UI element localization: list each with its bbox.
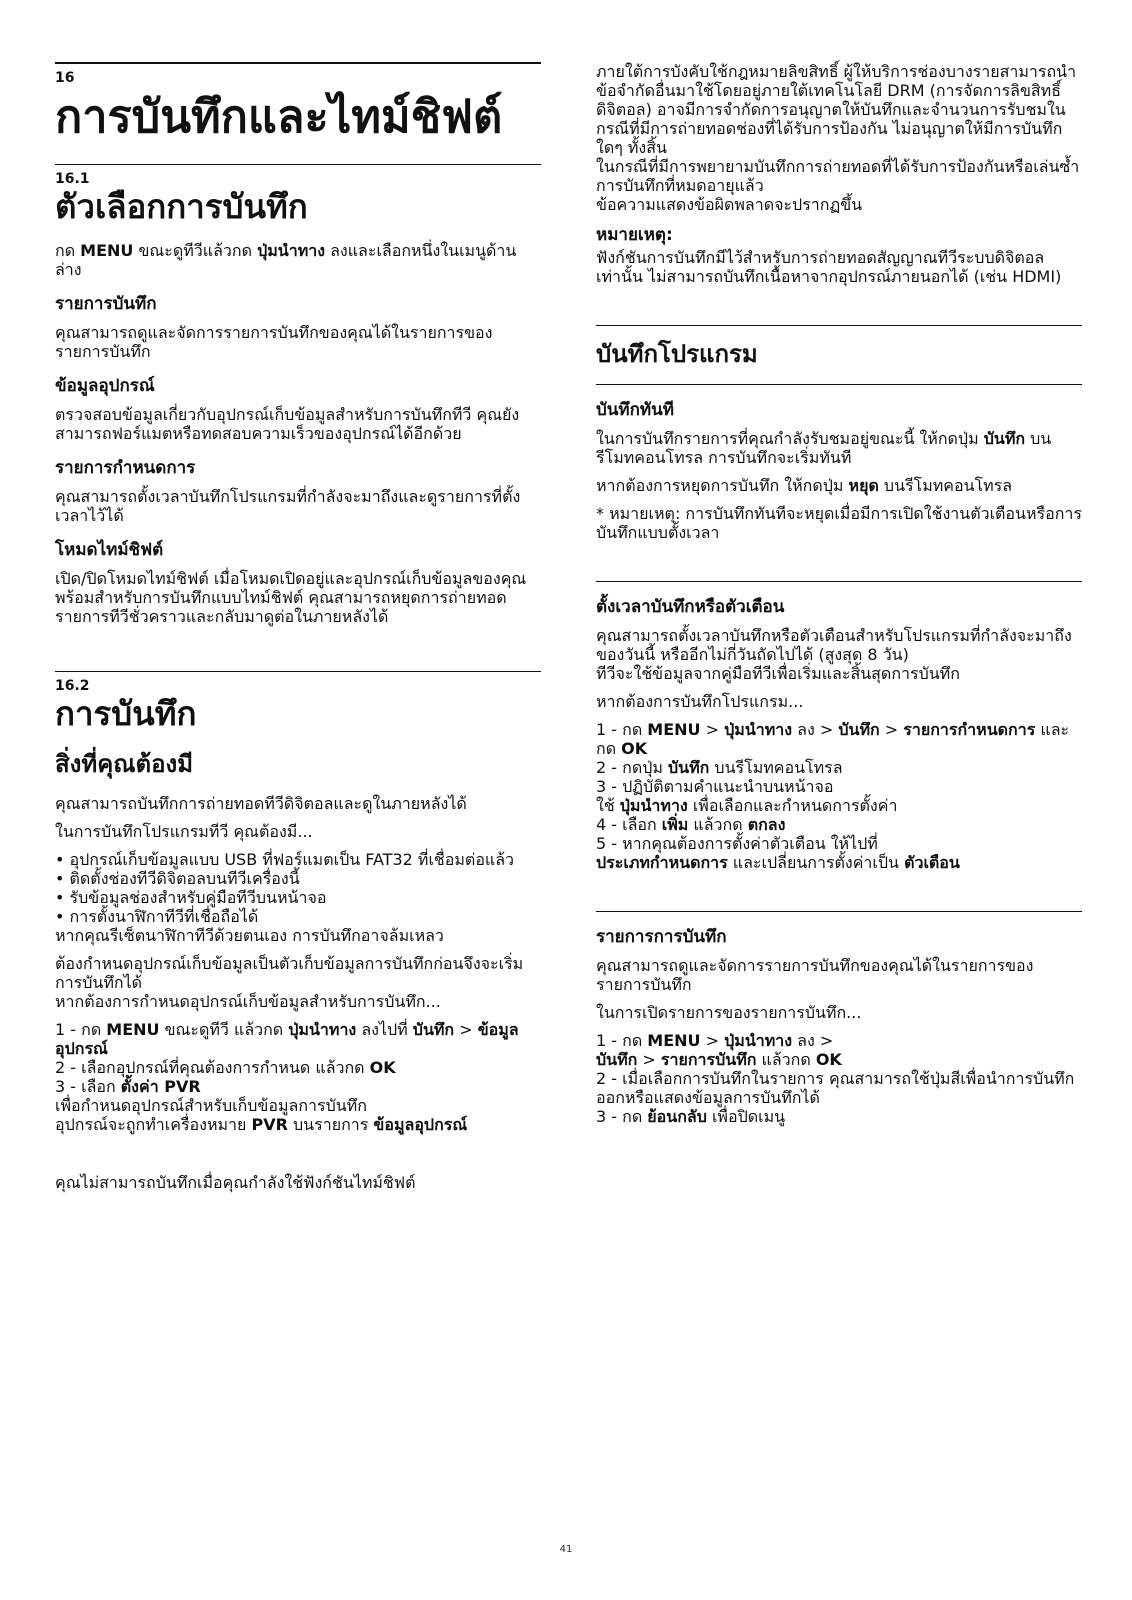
step-item: ประเภทกำหนดการ และเปลี่ยนการตั้งค่าเป็น ตัวเตือน	[596, 853, 960, 872]
item-text: คุณสามารถดูและจัดการรายการบันทึกของคุณได้ในรายการของรายการบันทึก	[55, 323, 493, 361]
paragraph: หากต้องการกำหนดอุปกรณ์เก็บข้อมูลสำหรับการบันทึก...	[55, 992, 441, 1011]
paragraph: คุณสามารถตั้งเวลาบันทึกหรือตัวเตือนสำหรับโปรแกรมที่กำลังจะมาถึงของวันนี้ หรืออีกไม่กี่วันถัดไปได้ (สูงสุด 8 วัน)	[596, 626, 1072, 664]
bullet-item: • อุปกรณ์เก็บข้อมูลแบบ USB ที่ฟอร์แมตเป็น FAT32 ที่เชื่อมต่อแล้ว	[55, 850, 515, 869]
page-number: 41	[559, 1544, 573, 1555]
item-title: ข้อมูลอุปกรณ์	[55, 376, 155, 396]
note-title: หมายเหตุ:	[596, 225, 673, 245]
step-item: ใช้ ปุ่มนำทาง เพื่อเลือกและกำหนดการตั้งค่า	[596, 796, 898, 815]
paragraph: ข้อความแสดงข้อผิดพลาดจะปรากฏขึ้น	[596, 195, 863, 214]
section-rule	[596, 325, 1082, 326]
paragraph: ในการเปิดรายการของรายการบันทึก...	[596, 1003, 862, 1022]
section-title: ตัวเลือกการบันทึก	[55, 187, 308, 226]
step-item: 1 - กด MENU > ปุ่มนำทาง ลง > บันทึก > รายการกำหนดการ และกด OK	[596, 720, 1070, 758]
item-title: บันทึกทันที	[596, 400, 674, 420]
item-title: รายการกำหนดการ	[55, 458, 196, 478]
left-column	[55, 62, 541, 1201]
paragraph: หากต้องการบันทึกโปรแกรม...	[596, 692, 804, 711]
paragraph: หากคุณรีเซ็ตนาฬิกาทีวีด้วยตนเอง การบันทึกอาจล้มเหลว	[55, 926, 444, 945]
paragraph: ต้องกำหนดอุปกรณ์เก็บข้อมูลเป็นตัวเก็บข้อมูลการบันทึกก่อนจึงจะเริ่มการบันทึกได้	[55, 954, 524, 992]
section-number: 16.2	[55, 678, 90, 694]
section-rule	[55, 164, 541, 165]
paragraph: คุณสามารถบันทึกการถ่ายทอดทีวีดิจิตอลและดูในภายหลังได้	[55, 794, 467, 813]
paragraph: ในกรณีที่มีการพยายามบันทึกการถ่ายทอดที่ได้รับการป้องกันหรือเล่นซ้ำการบันทึกที่หมดอายุแล้ว	[596, 157, 1080, 195]
subsection-rule	[596, 384, 1082, 385]
step-item: 2 - กดปุ่ม บันทึก บนรีโมทคอนโทรล	[596, 758, 843, 777]
paragraph: ในการบันทึกรายการที่คุณกำลังรับชมอยู่ขณะนี้ ให้กดปุ่ม บันทึก บนรีโมทคอนโทรล การบันทึกจะเริ่มทันที	[596, 429, 1052, 467]
step-item: 2 - เมื่อเลือกการบันทึกในรายการ คุณสามารถใช้ปุ่มสีเพื่อนำการบันทึกออกหรือแสดงข้อมูลการบันทึกได้	[596, 1069, 1075, 1107]
chapter-title: การบันทึกและไทม์ชิฟต์	[55, 90, 503, 143]
section-number: 16.1	[55, 171, 90, 187]
section-rule	[55, 671, 541, 672]
step-item: อุปกรณ์จะถูกทำเครื่องหมาย PVR บนรายการ ข้อมูลอุปกรณ์	[55, 1115, 468, 1134]
subsection-title: สิ่งที่คุณต้องมี	[55, 750, 194, 778]
chapter-rule	[55, 62, 541, 64]
section-rule	[596, 581, 1082, 582]
section-rule	[596, 911, 1082, 912]
step-item: 2 - เลือกอุปกรณ์ที่คุณต้องการกำหนด แล้วกด OK	[55, 1058, 396, 1077]
step-item: 1 - กด MENU ขณะดูทีวี แล้วกด ปุ่มนำทาง ลงไปที่ บันทึก > ข้อมูลอุปกรณ์	[55, 1020, 519, 1058]
bullet-item: • การตั้งนาฬิกาทีวีที่เชื่อถือได้	[55, 907, 259, 926]
step-item: บันทึก > รายการบันทึก แล้วกด OK	[596, 1050, 842, 1069]
item-title: รายการบันทึก	[55, 294, 157, 314]
step-item: 1 - กด MENU > ปุ่มนำทาง ลง >	[596, 1031, 834, 1050]
step-item: เพื่อกำหนดอุปกรณ์สำหรับเก็บข้อมูลการบันทึก	[55, 1096, 367, 1115]
step-item: 5 - หากคุณต้องการตั้งค่าตัวเตือน ให้ไปที่	[596, 834, 878, 853]
right-column	[596, 62, 1082, 1126]
step-item: 3 - กด ย้อนกลับ เพื่อปิดเมนู	[596, 1107, 786, 1126]
item-title: รายการการบันทึก	[596, 927, 727, 947]
paragraph: หากต้องการหยุดการบันทึก ให้กดปุ่ม หยุด บนรีโมทคอนโทรล	[596, 476, 1013, 495]
item-text: คุณสามารถตั้งเวลาบันทึกโปรแกรมที่กำลังจะมาถึงและดูรายการที่ตั้งเวลาไว้ได้	[55, 487, 521, 525]
item-title: โหมดไทม์ชิฟต์	[55, 540, 164, 560]
note-text: ฟังก์ชันการบันทึกมีไว้สำหรับการถ่ายทอดสัญญาณทีวีระบบดิจิตอลเท่านั้น ไม่สามารถบันทึกเนื้อหาจากอุปกรณ์ภายนอกได้ (เช่น HDMI)	[596, 248, 1062, 286]
step-item: 3 - เลือก ตั้งค่า PVR	[55, 1077, 201, 1096]
item-text: เปิด/ปิดโหมดไทม์ชิฟต์ เมื่อโหมดเปิดอยู่และอุปกรณ์เก็บข้อมูลของคุณพร้อมสำหรับการบันทึกแบบไทม์ชิฟต์ คุณสามารถหยุดการถ่ายทอดรายการทีวีชั่วคราวและกลับมาดูต่อในภายหลังได้	[55, 569, 527, 626]
intro-paragraph: กด MENU ขณะดูทีวีแล้วกด ปุ่มนำทาง ลงและเลือกหนึ่งในเมนูด้านล่าง	[55, 241, 517, 279]
chapter-number: 16	[55, 70, 75, 86]
item-text: ตรวจสอบข้อมูลเกี่ยวกับอุปกรณ์เก็บข้อมูลสำหรับการบันทึกทีวี คุณยังสามารถฟอร์แมตหรือทดสอบความเร็วของอุปกรณ์ได้อีกด้วย	[55, 405, 520, 443]
section-title: การบันทึก	[55, 694, 197, 733]
step-item: 4 - เลือก เพิ่ม แล้วกด ตกลง	[596, 815, 786, 834]
paragraph: * หมายเหตุ: การบันทึกทันทีจะหยุดเมื่อมีการเปิดใช้งานตัวเตือนหรือการบันทึกแบบตั้งเวลา	[596, 504, 1082, 542]
paragraph: คุณสามารถดูและจัดการรายการบันทึกของคุณได้ในรายการของรายการบันทึก	[596, 956, 1034, 994]
step-item: 3 - ปฏิบัติตามคำแนะนำบนหน้าจอ	[596, 777, 834, 796]
note-paragraph: คุณไม่สามารถบันทึกเมื่อคุณกำลังใช้ฟังก์ชันไทม์ชิฟต์	[55, 1173, 416, 1192]
item-title: ตั้งเวลาบันทึกหรือตัวเตือน	[596, 597, 785, 617]
bullet-item: • ติดตั้งช่องทีวีดิจิตอลบนทีวีเครื่องนี้	[55, 869, 300, 888]
bullet-item: • รับข้อมูลช่องสำหรับคู่มือทีวีบนหน้าจอ	[55, 888, 327, 907]
paragraph: ทีวีจะใช้ข้อมูลจากคู่มือทีวีเพื่อเริ่มและสิ้นสุดการบันทึก	[596, 664, 960, 683]
paragraph: ภายใต้การบังคับใช้กฎหมายลิขสิทธิ์ ผู้ให้บริการช่องบางรายสามารถนำข้อจำกัดอื่นมาใช้โดยอยู่ภายใต้เทคโนโลยี DRM (การจัดการลิขสิทธิ์ดิจิตอล) อาจมีการจำกัดการอนุญาตให้บันทึกและจำนวนการรับชมในกรณีที่มีการถ่ายทอดช่องที่ได้รับการป้องกัน ไม่อนุญาตให้มีการบันทึกใดๆ ทั้งสิ้น	[596, 62, 1077, 157]
paragraph: ในการบันทึกโปรแกรมทีวี คุณต้องมี...	[55, 822, 313, 841]
subsection-title: บันทึกโปรแกรม	[596, 340, 758, 368]
